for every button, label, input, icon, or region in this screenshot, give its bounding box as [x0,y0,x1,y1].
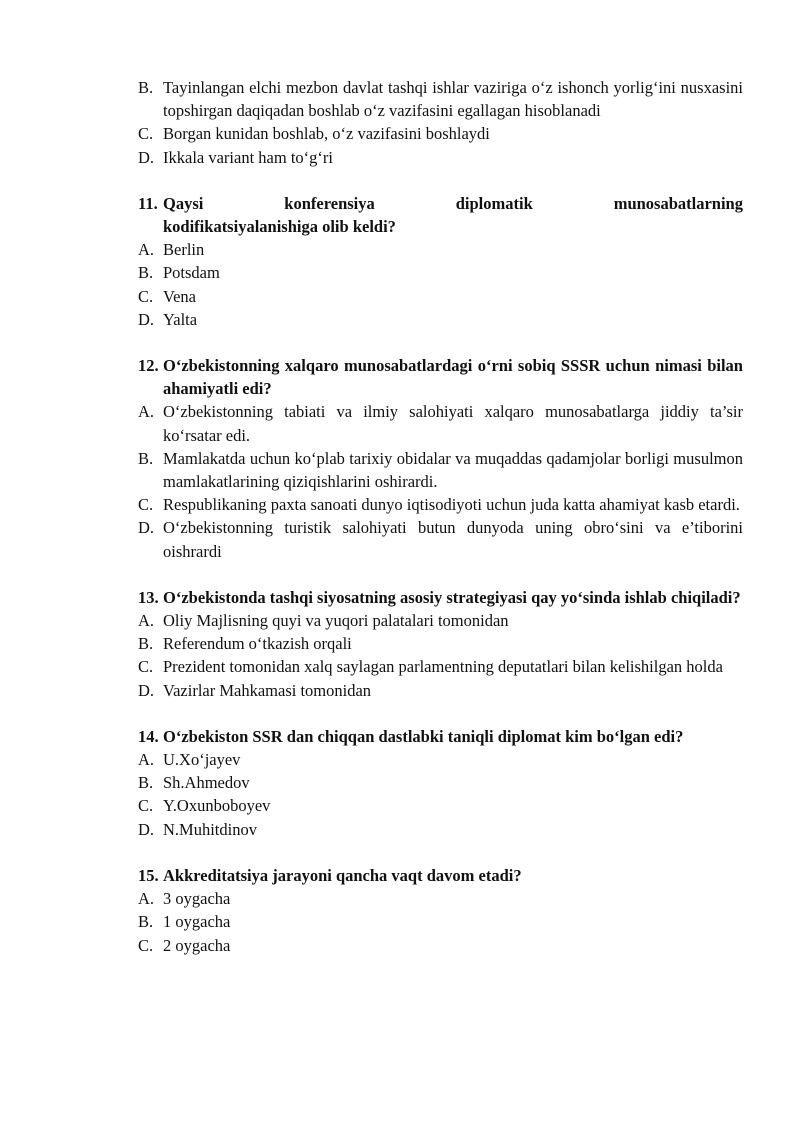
option-letter: C. [138,495,154,515]
question-number: 14. [138,726,159,746]
option-letter: A. [138,750,155,770]
option-letter: B. [138,263,154,283]
option-text: Oliy Majlisning quyi va yuqori palatalari tomonidan [163,611,509,631]
option [138,146,743,169]
option-text: N.Muhitdinov [163,819,257,839]
option [138,400,743,446]
option-text: Berlin [163,240,205,260]
option [138,447,743,493]
question-text-line2: kodifikatsiyalanishiga olib keldi? [163,217,396,237]
option-letter: A. [138,240,155,260]
option-text: 1 oygacha [163,912,231,932]
option-text: U.Xo‘jayev [163,750,241,770]
option-letter: A. [138,611,155,631]
option-letter: A. [138,402,155,422]
question-11 [138,192,743,331]
option-letter: C. [138,935,154,955]
option-text: Prezident tomonidan xalq saylagan parlamentning deputatlari bilan kelishilgan holda [163,657,723,677]
question-12 [138,354,743,563]
option-text: Y.Oxunboboyev [163,796,271,816]
option-text: Vazirlar Mahkamasi tomonidan [163,680,372,700]
question-stem [138,354,743,400]
prev-question-options [138,76,743,169]
option-letter: B. [138,912,154,932]
question-stem [138,725,743,748]
option [138,238,743,261]
question-13 [138,586,743,702]
option-text: 2 oygacha [163,935,231,955]
option [138,308,743,331]
option-letter: C. [138,796,154,816]
option-text: Respublikaning paxta sanoati dunyo iqtisodiyoti uchun juda katta ahamiyat kasb etardi. [163,495,740,515]
option [138,76,743,122]
option-text: 3 oygacha [163,889,231,909]
option [138,748,743,771]
option [138,818,743,841]
option-text: Yalta [163,309,198,329]
option-letter: D. [138,309,155,329]
option-letter: B. [138,78,154,97]
question-text: O‘zbekistonda tashqi siyosatning asosiy strategiyasi qay yo‘sinda ishlab chiqiladi? [163,587,741,607]
question-text: O‘zbekistonning xalqaro munosabatlardagi o‘rni sobiq SSSR uchun nimasi bilan ahamiyatli edi? [163,356,743,399]
option-text: O‘zbekistonning turistik salohiyati butun dunyoda uning obro‘sini va e’tiborini oishrardi [163,518,743,561]
option [138,632,743,655]
option-letter: B. [138,448,154,468]
option [138,122,743,145]
option-letter: A. [138,889,155,909]
question-stem [138,192,743,238]
option [138,493,743,516]
option [138,887,743,910]
question-number: 11. [138,193,158,213]
option-letter: D. [138,819,155,839]
question-text: Akkreditatsiya jarayoni qancha vaqt davom etadi? [163,865,522,885]
question-stem [138,864,743,887]
question-number: 15. [138,865,159,885]
option [138,679,743,702]
option-text: Sh.Ahmedov [163,773,250,793]
option-text: Mamlakatda uchun ko‘plab tarixiy obidalar va muqaddas qadamjolar borligi musulmon mamlakatlarining qiziqishlarini oshirardi. [163,448,743,492]
option-text: O‘zbekistonning tabiati va ilmiy salohiyati xalqaro munosabatlarga jiddiy ta’sir ko‘rsatar edi. [163,402,743,445]
question-text-line1: Qaysi konferensiya diplomatik munosabatlarning [163,193,743,213]
option [138,794,743,817]
option-text: Vena [163,286,196,306]
option-letter: D. [138,680,155,700]
option-letter: D. [138,147,155,167]
option-text: Referendum o‘tkazish orqali [163,634,352,654]
option [138,609,743,632]
option-letter: C. [138,657,154,677]
option [138,771,743,794]
option [138,516,743,562]
option [138,261,743,284]
question-15 [138,864,743,957]
option-text: Borgan kunidan boshlab, o‘z vazifasini boshlaydi [163,124,490,144]
option-letter: B. [138,773,154,793]
question-number: 12. [138,356,159,376]
question-stem [138,586,743,609]
option-letter: B. [138,634,154,654]
option-text: Tayinlangan elchi mezbon davlat tashqi ishlar vaziriga o‘z ishonch yorlig‘ini nusxasini topshirgan daqiqadan boshlab o‘z vazifasini egallagan hisoblanadi [163,78,743,121]
option [138,285,743,308]
option [138,910,743,933]
option [138,934,743,957]
question-14 [138,725,743,841]
option-text: Potsdam [163,263,220,283]
option-letter: C. [138,124,154,144]
question-number: 13. [138,587,159,607]
option-letter: D. [138,518,155,538]
option-text: Ikkala variant ham to‘g‘ri [163,147,333,167]
document-page [138,76,743,957]
option [138,655,743,678]
question-text: O‘zbekiston SSR dan chiqqan dastlabki taniqli diplomat kim bo‘lgan edi? [163,726,684,746]
option-letter: C. [138,286,154,306]
